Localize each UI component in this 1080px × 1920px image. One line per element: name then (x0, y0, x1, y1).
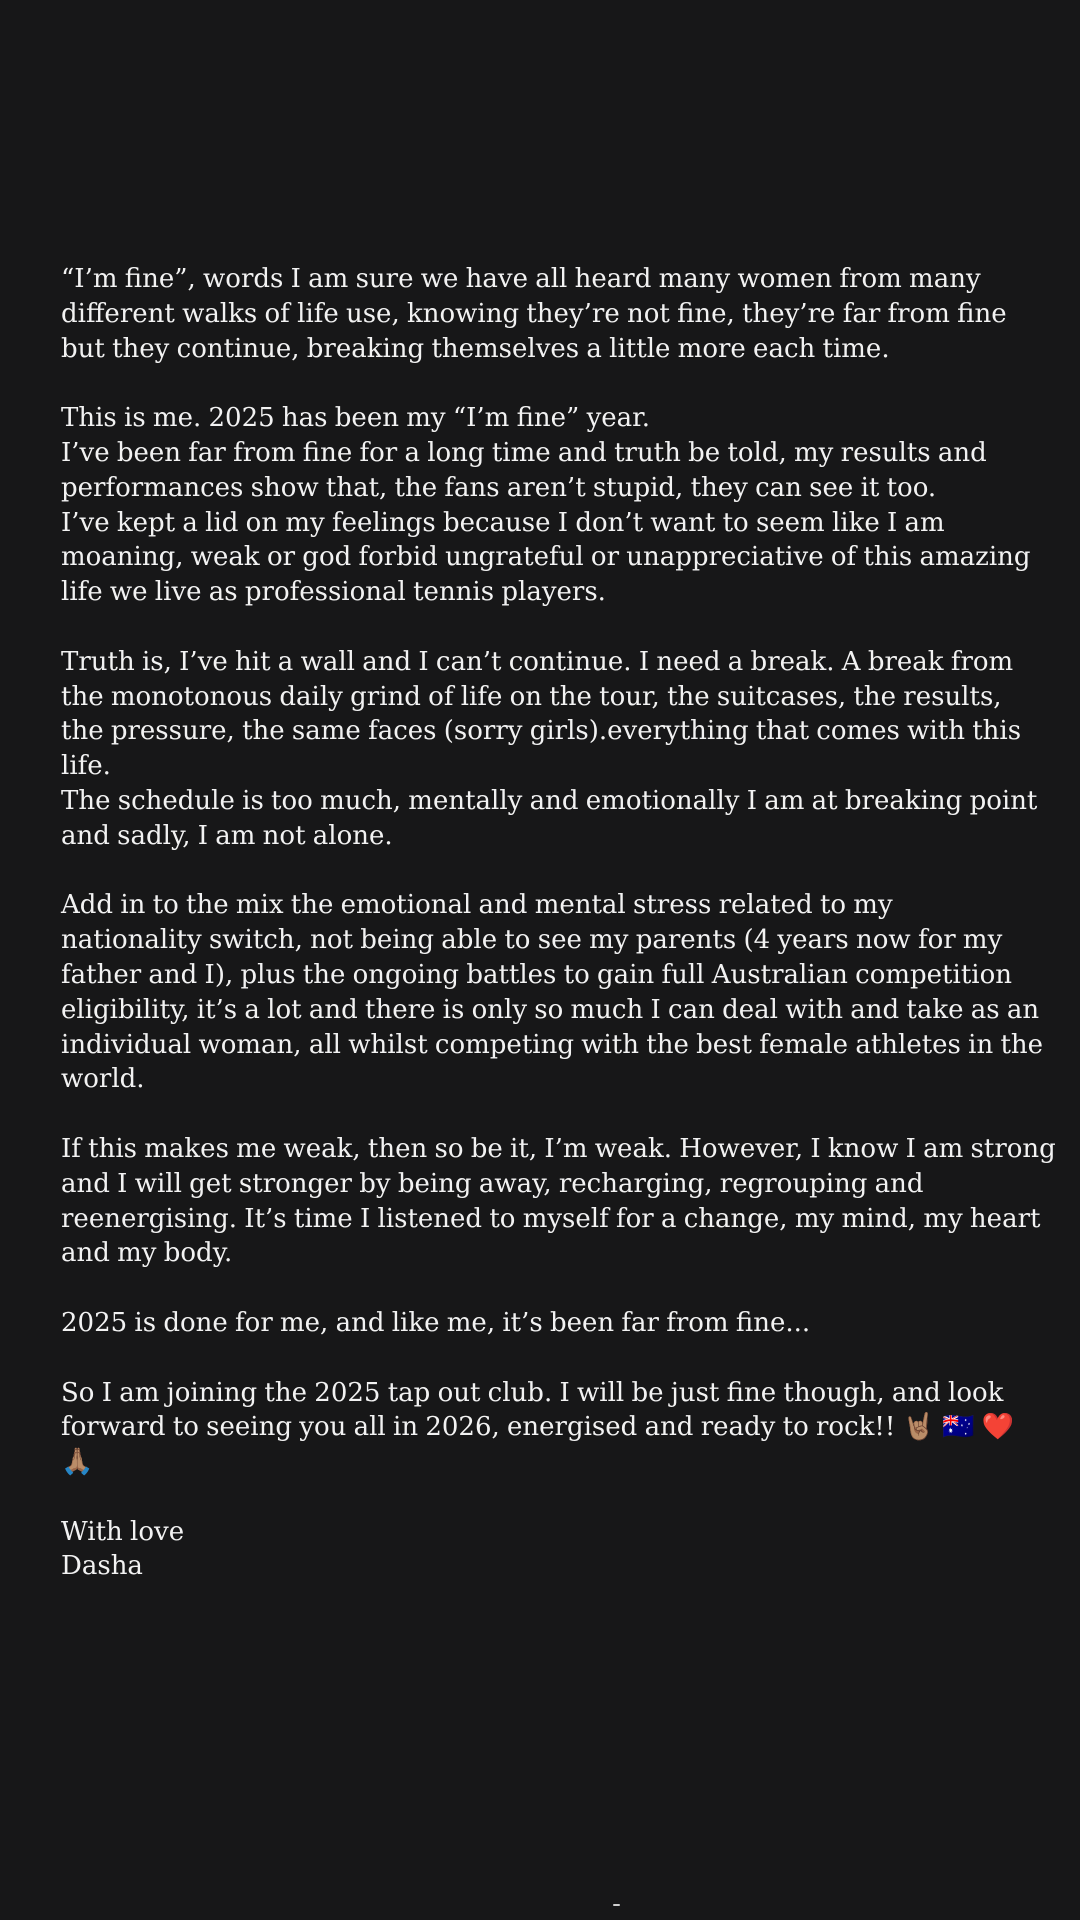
praying-hands-icon: 🙏🏽 (61, 1447, 94, 1478)
text-line: I’ve been far from fine for a long time and truth be told, my results and (61, 437, 987, 468)
text-line: life. (61, 751, 111, 782)
text-line: “I’m fine”, words I am sure we have all heard many women from many (61, 264, 981, 294)
text-line: The schedule is too much, mentally and emotionally I am at breaking point (61, 785, 1038, 816)
text-line: Add in to the mix the emotional and mental stress related to my (61, 890, 893, 921)
text-line: eligibility, it’s a lot and there is only so much I can deal with and take as an (61, 994, 1040, 1025)
text-line: and sadly, I am not alone. (61, 820, 393, 851)
signoff (61, 1515, 1031, 1585)
text-line: individual woman, all whilst competing with the best female athletes in the (61, 1029, 1044, 1060)
text-line: So I am joining the 2025 tap out club. I will be just fine though, and look (61, 1377, 1004, 1408)
text-line: This is me. 2025 has been my “I’m fine” year. (61, 403, 651, 434)
paragraph-2025-done (61, 1306, 1031, 1341)
paragraph-add-in (61, 888, 1044, 1097)
text-line: nationality switch, not being able to see my parents (4 years now for my (61, 925, 1003, 956)
text-line: world. (61, 1064, 145, 1095)
text-line: I’ve kept a lid on my feelings because I don’t want to seem like I am (61, 507, 945, 538)
text-line: the pressure, the same faces (sorry girls).everything that comes with this (61, 716, 1022, 747)
text-line: different walks of life use, knowing they’re not fine, they’re far from fine (61, 298, 1007, 329)
paragraph-im-fine (61, 262, 1031, 366)
paragraph-this-is-me (61, 401, 1031, 610)
paragraph-weak (61, 1132, 1056, 1271)
text-line: reenergising. It’s time I listened to myself for a change, my mind, my heart (61, 1203, 1041, 1234)
text-line: moaning, weak or god forbid ungrateful or unappreciative of this amazing (61, 542, 1031, 573)
signature-name: Dasha (61, 1551, 143, 1582)
signoff-line: With love (61, 1516, 185, 1547)
text-line: the monotonous daily grind of life on the tour, the suitcases, the results, (61, 681, 1002, 712)
text-line: and I will get stronger by being away, recharging, regrouping and (61, 1168, 924, 1199)
text-line: and my body. (61, 1238, 233, 1269)
paragraph-tap-out (61, 1376, 1031, 1480)
paragraph-truth-is (61, 645, 1038, 854)
text-line-with-emoji: forward to seeing you all in 2026, energised and ready to rock!! 🤘🏽 🇦🇺 ❤️ (61, 1412, 1015, 1443)
text-line: If this makes me weak, then so be it, I’m weak. However, I know I am strong (61, 1133, 1056, 1164)
text-line: but they continue, breaking themselves a little more each time. (61, 333, 890, 364)
home-indicator (613, 1904, 620, 1906)
announcement-text (61, 262, 1056, 1619)
text-line: 2025 is done for me, and like me, it’s been far from fine... (61, 1307, 811, 1338)
text-line: performances show that, the fans aren’t stupid, they can see it too. (61, 472, 937, 503)
text-line: Truth is, I’ve hit a wall and I can’t continue. I need a break. A break from (61, 646, 1014, 677)
text-line: life we live as professional tennis players. (61, 577, 606, 608)
text-line: father and I), plus the ongoing battles to gain full Australian competition (61, 959, 1012, 990)
